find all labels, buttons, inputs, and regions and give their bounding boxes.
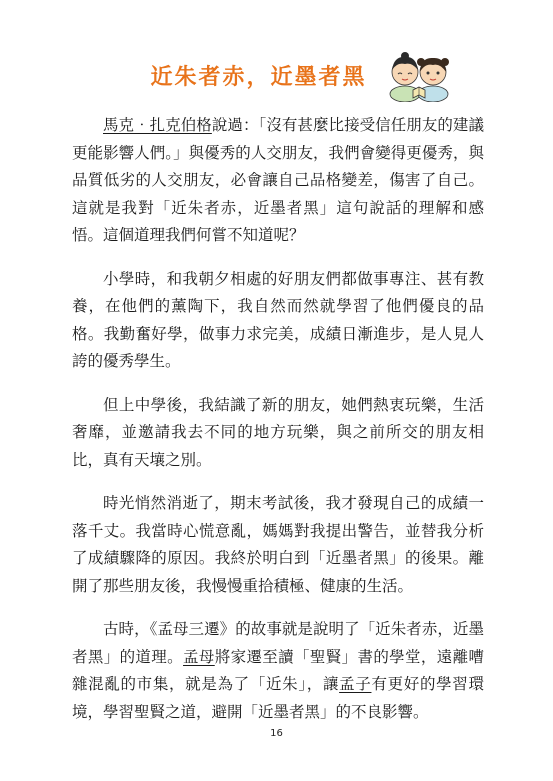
person-name: 孟母 [183,647,215,666]
essay-title: 近朱者赤，近墨者黑 [150,65,367,90]
paragraph-4: 時光悄然消逝了，期末考試後，我才發現自己的成績一落千丈。我當時心慌意亂，媽媽對我提出警告，並替我分析了成績驟降的原因。我終於明白到「近墨者黑」的後果。離開了那些朋友後，我慢慢重拾積極、健康的生活。 [72,494,484,595]
person-name: 孟子 [339,675,372,693]
person-name: 馬克‧扎克伯格 [103,116,212,134]
paragraph-3: 但上中學後，我結識了新的朋友，她們熱衷玩樂，生活奢靡，並邀請我去不同的地方玩樂，與之前所交的朋友相比，真有天壤之別。 [72,395,484,469]
paragraph-5: 古時，《孟母三遷》的故事就是說明了「近朱者赤，近墨者黑」的道理。孟母將家遷至讀「聖賢」書的學堂，遠離嘈雜混亂的市集，就是為了「近朱」，讓孟子有更好的學習環境，學習聖賢之道，避開「近墨者黑」的不良影響。 [72,620,484,721]
paragraph-2: 小學時，和我朝夕相處的好朋友們都做事專注、甚有教養，在他們的薰陶下，我自然而然就學習了他們優良的品格。我勤奮好學，做事力求完美，成績日漸進步，是人見人誇的優秀學生。 [72,269,484,370]
paragraph-1: 馬克‧扎克伯格說過：「沒有甚麼比接受信任朋友的建議更能影響人們。」與優秀的人交朋友，我們會變得更優秀，與品質低劣的人交朋友，必會讓自己品格變差，傷害了自己。這就是我對「近朱者赤，近墨者黑」這句說話的理解和感悟。這個道理我們何嘗不知道呢？ [72,116,484,244]
page-number: 16 [270,728,283,739]
essay-body [72,112,484,742]
two-children-reading-illustration [385,50,453,102]
